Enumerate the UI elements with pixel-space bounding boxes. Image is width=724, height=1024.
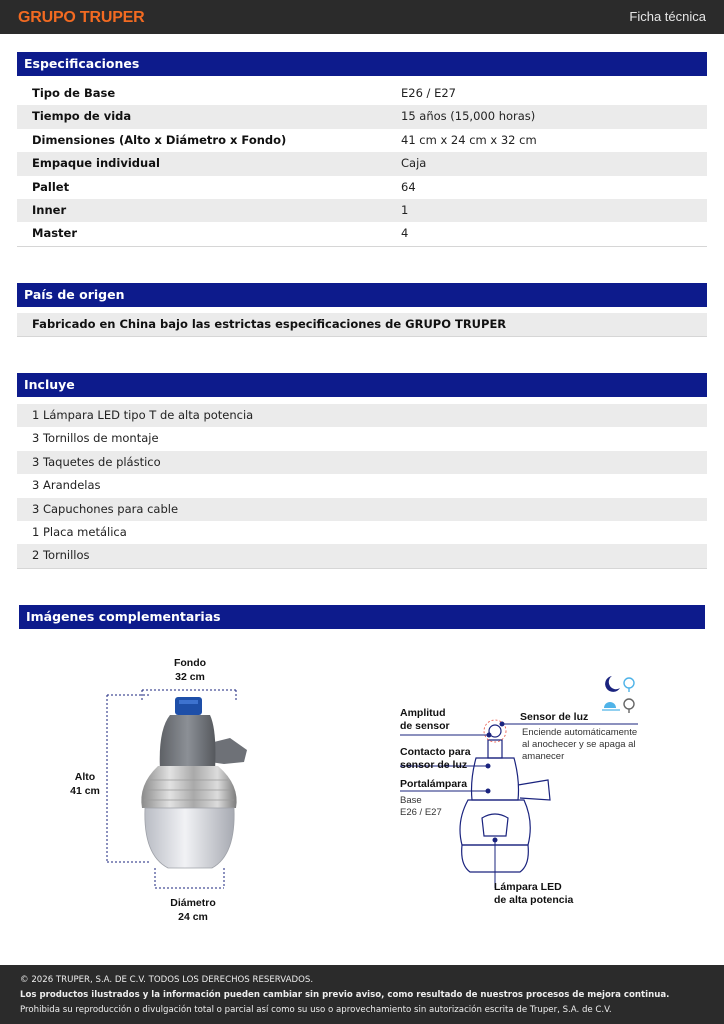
top-bar (0, 0, 724, 34)
diameter-label: Diámetro (170, 897, 216, 909)
base-label-2: E26 / E27 (400, 807, 442, 818)
light-sensor-label: Sensor de luz (520, 711, 589, 723)
sensor-range-label-2: de sensor (400, 720, 450, 732)
day-night-sensor-icon (600, 672, 640, 720)
spec-value: Caja (401, 156, 427, 171)
spec-label: Tiempo de vida (32, 109, 132, 124)
height-value: 41 cm (70, 785, 100, 797)
document-type: Ficha técnica (629, 9, 706, 24)
table-row (17, 199, 707, 222)
origin-table (17, 313, 707, 337)
specs-heading: Especificaciones (17, 52, 707, 76)
spec-label: Inner (32, 202, 67, 217)
includes-list (17, 404, 707, 569)
table-row (17, 152, 707, 175)
spec-label: Dimensiones (Alto x Diámetro x Fondo) (32, 132, 287, 147)
spec-label: Master (32, 226, 78, 241)
images-heading: Imágenes complementarias (19, 605, 705, 629)
spec-value: 15 años (15,000 horas) (401, 109, 536, 124)
light-sensor-desc-2: al anochecer y se apaga al (522, 739, 636, 750)
led-label-1: Lámpara LED (494, 881, 562, 893)
footer-legal: Prohibida su reproducción o divulgación total o parcial así como su uso o aprovechamiento sin autorización escrita de Truper, S.A. de C.V. (20, 1005, 612, 1015)
spec-value: E26 / E27 (401, 86, 456, 100)
spec-value: 41 cm x 24 cm x 32 cm (401, 132, 537, 147)
list-item: 2 Tornillos (17, 544, 707, 567)
list-item: 3 Taquetes de plástico (17, 451, 707, 474)
sensor-range-label-1: Amplitud (400, 707, 446, 719)
list-item: 3 Capuchones para cable (17, 498, 707, 521)
spec-value: 1 (401, 202, 409, 217)
spec-value: 64 (401, 179, 416, 194)
includes-heading: Incluye (17, 373, 707, 397)
table-row (17, 129, 707, 152)
footer (0, 965, 724, 1024)
depth-value: 32 cm (175, 671, 205, 683)
specs-table (17, 82, 707, 247)
depth-label: Fondo (173, 657, 207, 669)
origin-heading: País de origen (17, 283, 707, 307)
height-label: Alto (74, 771, 96, 783)
light-sensor-desc-3: amanecer (522, 751, 565, 762)
list-item: 1 Placa metálica (32, 524, 127, 539)
table-row (17, 105, 707, 128)
list-item: 3 Tornillos de montaje (32, 431, 159, 446)
list-item: 1 Lámpara LED tipo T de alta potencia (17, 404, 707, 427)
table-row (17, 222, 707, 245)
footer-copyright: © 2026 TRUPER, S.A. DE C.V. TODOS LOS DERECHOS RESERVADOS. (20, 975, 314, 985)
contact-label-2: sensor de luz (400, 759, 468, 771)
spec-label: Empaque individual (32, 156, 160, 171)
light-sensor-desc-1: Enciende automáticamente (522, 727, 638, 738)
origin-text: Fabricado en China bajo las estrictas especificaciones de GRUPO TRUPER (32, 317, 507, 331)
socket-label: Portalámpara (400, 778, 468, 790)
led-label-2: de alta potencia (494, 894, 574, 906)
spec-label: Tipo de Base (32, 86, 116, 100)
diameter-value: 24 cm (178, 911, 208, 923)
contact-label-1: Contacto para (400, 746, 471, 758)
complementary-images (0, 640, 724, 940)
base-label-1: Base (400, 795, 422, 806)
list-item: 3 Arandelas (32, 478, 101, 493)
footer-notice: Los productos ilustrados y la información pueden cambiar sin previo aviso, como resultado de nuestros procesos de mejora continua. (20, 990, 670, 1000)
brand-logo: GRUPO TRUPER (18, 9, 145, 26)
table-row (17, 176, 707, 199)
table-row (17, 82, 707, 105)
spec-value: 4 (401, 226, 409, 241)
table-row (17, 313, 707, 336)
spec-label: Pallet (32, 179, 70, 194)
